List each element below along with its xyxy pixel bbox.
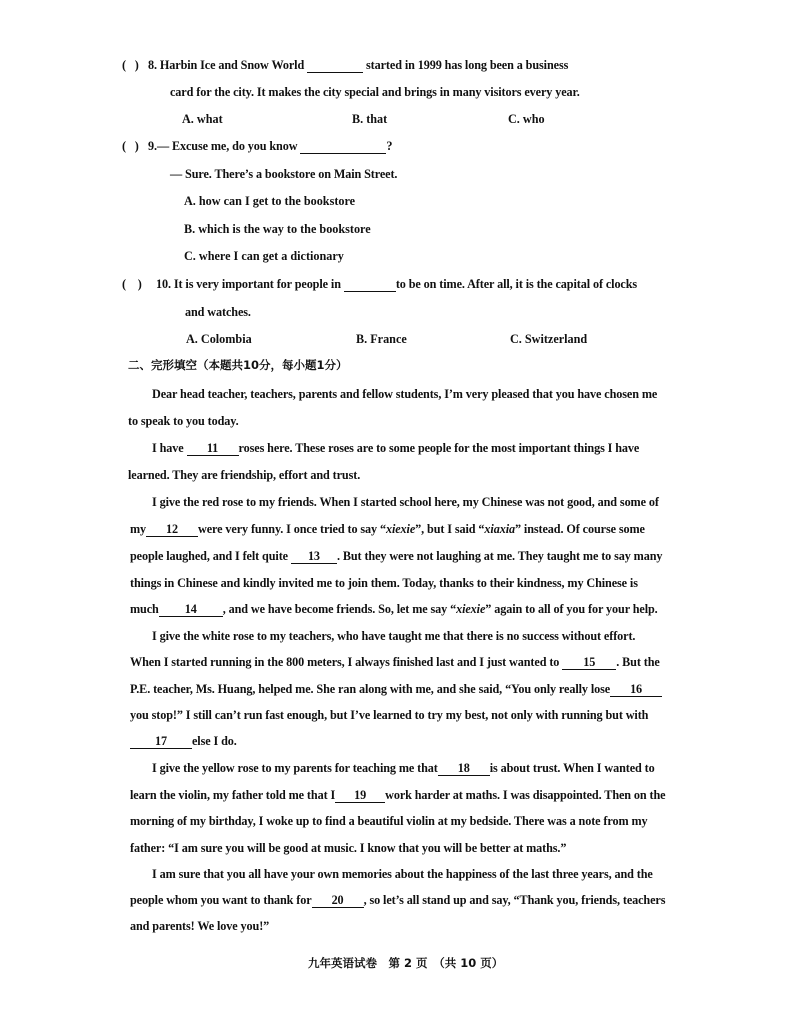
passage-line: people whom you want to thank for 20 , so let’s all stand up and say, “Thank you, friends, teachers bbox=[130, 893, 666, 907]
answer-blank[interactable] bbox=[344, 277, 396, 292]
question-9-option-b[interactable]: B. which is the way to the bookstore bbox=[184, 222, 371, 236]
answer-blank[interactable] bbox=[300, 139, 386, 154]
cloze-blank-16[interactable]: 16 bbox=[610, 682, 662, 697]
section-title: 二、完形填空（本题共10分，每小题1分） bbox=[128, 358, 348, 372]
question-8-option-a[interactable]: A. what bbox=[182, 112, 223, 126]
cloze-blank-19[interactable]: 19 bbox=[335, 788, 385, 803]
question-9-line-2: — Sure. There’s a bookstore on Main Street. bbox=[170, 167, 398, 181]
page-footer: 九年英语试卷 第 2 页 （共 10 页） bbox=[308, 956, 504, 970]
answer-blank[interactable] bbox=[307, 58, 363, 73]
question-8-stem-cont: started in 1999 has long been a business bbox=[366, 58, 569, 72]
question-8-stem: 8. Harbin Ice and Snow World bbox=[148, 58, 305, 72]
question-8-option-c[interactable]: C. who bbox=[508, 112, 545, 126]
passage-line: much 14 , and we have become friends. So, let me say “xiexie” again to all of you for your help. bbox=[130, 602, 658, 616]
question-10-option-c[interactable]: C. Switzerland bbox=[510, 332, 588, 346]
cloze-blank-13[interactable]: 13 bbox=[291, 549, 337, 564]
passage-line: I give the red rose to my friends. When I started school here, my Chinese was not good, and some of bbox=[152, 495, 659, 509]
question-10-line-1 bbox=[122, 276, 637, 292]
passage-line: learned. They are friendship, effort and trust. bbox=[128, 468, 361, 482]
passage-line: P.E. teacher, Ms. Huang, helped me. She ran along with me, and she said, “You only really lose 16 bbox=[130, 681, 662, 697]
passage-line: learn the violin, my father told me that I 19 work harder at maths. I was disappointed. Then on the bbox=[130, 788, 666, 802]
passage-line: people laughed, and I felt quite 13 . But they were not laughing at me. They taught me to say many bbox=[130, 549, 663, 563]
question-10-stem-cont: to be on time. After all, it is the capital of clocks bbox=[395, 277, 638, 291]
passage-line: morning of my birthday, I woke up to find a beautiful violin at my bedside. There was a note from my bbox=[130, 814, 648, 828]
question-9-stem-cont: ? bbox=[386, 139, 393, 153]
passage-line: my 12 were very funny. I once tried to say “xiexie”, but I said “xiaxia” instead. Of course some bbox=[130, 522, 645, 536]
passage-line: to speak to you today. bbox=[128, 414, 239, 428]
cloze-blank-18[interactable]: 18 bbox=[438, 761, 490, 776]
passage-line: 17 else I do. bbox=[130, 733, 237, 749]
cloze-blank-17[interactable]: 17 bbox=[130, 734, 192, 749]
cloze-blank-15[interactable]: 15 bbox=[562, 655, 616, 670]
cloze-blank-20[interactable]: 20 bbox=[312, 893, 364, 908]
question-10-option-b[interactable]: B. France bbox=[356, 332, 407, 346]
question-10-option-a[interactable]: A. Colombia bbox=[186, 332, 252, 346]
question-8-option-b[interactable]: B. that bbox=[352, 112, 388, 126]
passage-line: I have 11 roses here. These roses are to some people for the most important things I have bbox=[152, 441, 640, 455]
passage-line: I give the white rose to my teachers, who have taught me that there is no success without effort. bbox=[152, 629, 636, 643]
answer-paren[interactable]: ( ) bbox=[122, 58, 139, 72]
answer-paren[interactable]: ( ) bbox=[122, 277, 142, 291]
cloze-blank-11[interactable]: 11 bbox=[187, 441, 239, 456]
cloze-blank-14[interactable]: 14 bbox=[159, 602, 223, 617]
question-8-line-1 bbox=[122, 57, 568, 73]
question-8-line-2: card for the city. It makes the city special and brings in many visitors every year. bbox=[170, 85, 580, 99]
question-9-option-a[interactable]: A. how can I get to the bookstore bbox=[184, 194, 356, 208]
question-9-stem: 9.— Excuse me, do you know bbox=[148, 139, 298, 153]
cloze-blank-12[interactable]: 12 bbox=[146, 522, 198, 537]
passage-line: and parents! We love you!” bbox=[130, 919, 270, 933]
passage-line: I give the yellow rose to my parents for teaching me that 18 is about trust. When I wanted to bbox=[152, 761, 655, 775]
question-9-line-1 bbox=[122, 138, 392, 154]
passage-line: Dear head teacher, teachers, parents and fellow students, I’m very pleased that you have chosen me bbox=[152, 387, 658, 401]
passage-line: you stop!” I still can’t run fast enough, but I’ve learned to try my best, not only with running but with bbox=[130, 708, 649, 722]
question-10-stem: 10. It is very important for people in bbox=[156, 277, 341, 291]
passage-line: father: “I am sure you will be good at music. I know that you will be better at maths.” bbox=[130, 841, 567, 855]
question-10-line-2: and watches. bbox=[185, 305, 251, 319]
passage-line: I am sure that you all have your own memories about the happiness of the last three years, and the bbox=[152, 867, 653, 881]
question-9-option-c[interactable]: C. where I can get a dictionary bbox=[184, 249, 344, 263]
passage-line: things in Chinese and kindly invited me to join them. Today, thanks to their kindness, my Chinese is bbox=[130, 576, 638, 590]
answer-paren[interactable]: ( ) bbox=[122, 139, 139, 153]
passage-line: When I started running in the 800 meters, I always finished last and I just wanted to 15 . But the bbox=[130, 655, 660, 669]
